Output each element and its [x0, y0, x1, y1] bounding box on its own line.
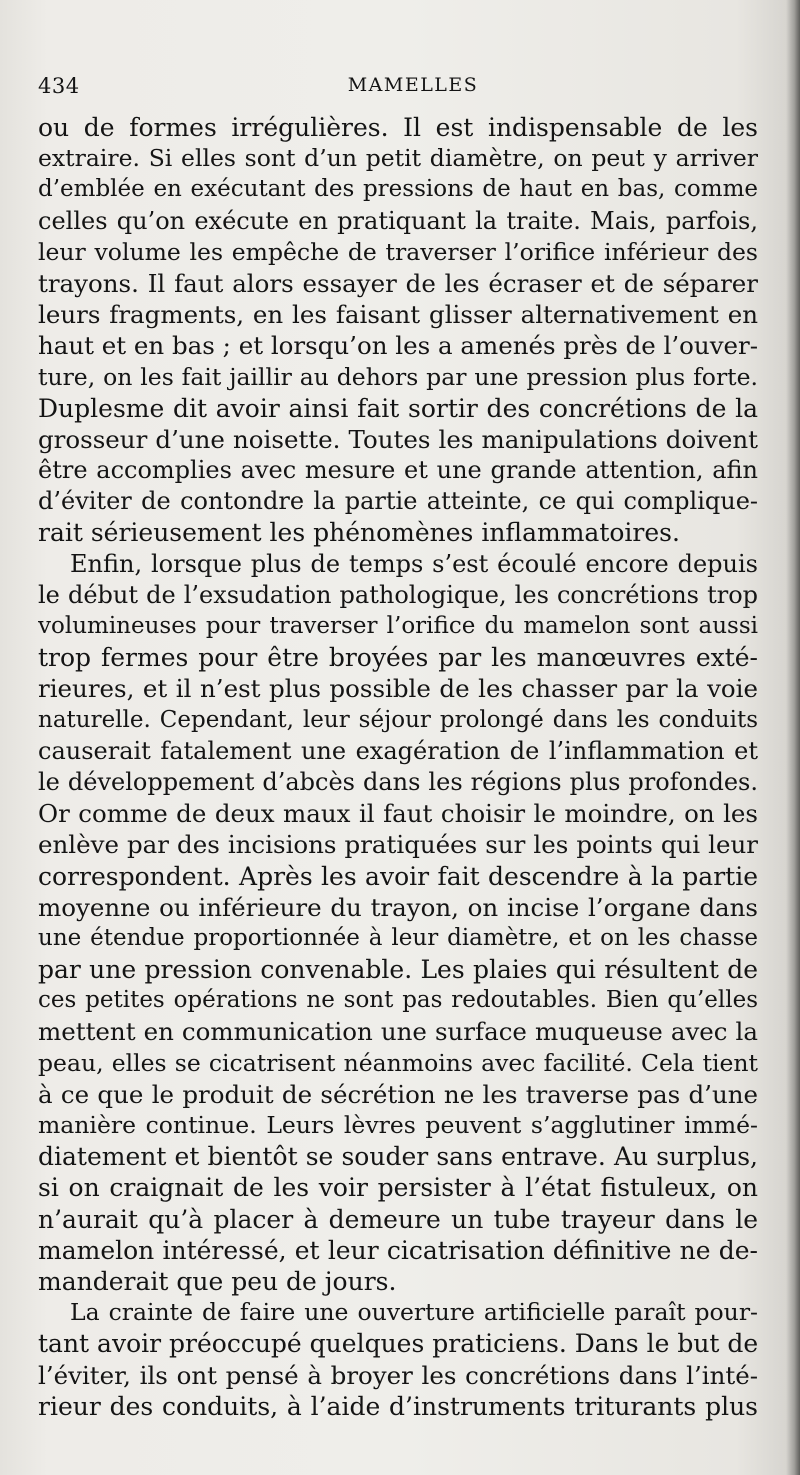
- text-line: le développement d’abcès dans les régions plus profondes.: [38, 767, 758, 796]
- text-line: rieur des conduits, à l’aide d’instruments triturants plus: [38, 1391, 758, 1421]
- page-header: [38, 72, 758, 102]
- text-line: volumineuses pour traverser l’orifice du mamelon sont aussi: [38, 613, 758, 639]
- text-line: ou de formes irrégulières. Il est indispensable de les: [38, 113, 758, 142]
- text-line: enlève par des incisions pratiquées sur les points qui leur: [38, 830, 758, 860]
- text-line: d’éviter de contondre la partie atteinte, ce qui complique-: [38, 487, 758, 516]
- text-line: rait sérieusement les phénomènes inflammatoires.: [38, 518, 680, 548]
- text-line: trayons. Il faut alors essayer de les écraser et de séparer: [38, 268, 758, 298]
- text-line: à ce que le produit de sécrétion ne les traverse pas d’une: [38, 1079, 758, 1109]
- running-title: MAMELLES: [347, 74, 479, 96]
- paragraph-first-line: Enfin, lorsque plus de temps s’est écoulé encore depuis: [70, 549, 758, 578]
- text-line: moyenne ou inférieure du trayon, on incise l’organe dans: [38, 892, 758, 922]
- text-line: mamelon intéressé, et leur cicatrisation définitive ne de-: [38, 1235, 758, 1265]
- text-line: Or comme de deux maux il faut choisir le moindre, on les: [38, 799, 758, 829]
- page-edge-shadow: [786, 0, 800, 1475]
- text-line: mettent en communication une surface muqueuse avec la: [38, 1017, 758, 1047]
- text-line: ces petites opérations ne sont pas redoutables. Bien qu’elles: [38, 987, 758, 1014]
- text-line: diatement et bientôt se souder sans entrave. Au surplus,: [38, 1142, 758, 1172]
- text-line: leur volume les empêche de traverser l’orifice inférieur des: [38, 237, 758, 266]
- text-line: extraire. Si elles sont d’un petit diamètre, on peut y arriver: [38, 144, 758, 173]
- text-line: le début de l’exsudation pathologique, les concrétions trop: [38, 580, 758, 609]
- text-line: l’éviter, ils ont pensé à broyer les concrétions dans l’inté-: [38, 1360, 758, 1390]
- text-line: peau, elles se cicatrisent néanmoins avec facilité. Cela tient: [38, 1048, 758, 1077]
- text-line: naturelle. Cependant, leur séjour prolongé dans les conduits: [38, 706, 758, 733]
- paragraph-first-line: La crainte de faire une ouverture artificielle paraît pour-: [70, 1298, 758, 1327]
- text-line: tant avoir préoccupé quelques praticiens. Dans le but de: [38, 1329, 758, 1359]
- text-line: d’emblée en exécutant des pressions de haut en bas, comme: [38, 176, 758, 203]
- text-line: être accomplies avec mesure et une grande attention, afin: [38, 456, 758, 485]
- text-line: Duplesme dit avoir ainsi fait sortir des concrétions de la: [38, 393, 758, 423]
- text-line: par une pression convenable. Les plaies qui résultent de: [38, 955, 758, 985]
- text-line: n’aurait qu’à placer à demeure un tube trayeur dans le: [38, 1204, 758, 1234]
- text-line: si on craignait de les voir persister à l’état fistuleux, on: [38, 1173, 758, 1203]
- text-line: rieures, et il n’est plus possible de les chasser par la voie: [38, 674, 758, 704]
- text-line: celles qu’on exécute en pratiquant la traite. Mais, parfois,: [38, 206, 758, 235]
- body-text: [38, 112, 758, 1422]
- text-line: haut et en bas ; et lorsqu’on les a amenés près de l’ouver-: [38, 331, 758, 361]
- text-line: une étendue proportionnée à leur diamètre, et on les chasse: [38, 924, 758, 951]
- text-line: trop fermes pour être broyées par les manœuvres exté-: [38, 643, 758, 673]
- text-line: ture, on les fait jaillir au dehors par une pression plus forte.: [38, 362, 758, 391]
- text-line: manière continue. Leurs lèvres peuvent s’agglutiner immé-: [38, 1111, 758, 1139]
- text-line: leurs fragments, en les faisant glisser alternativement en: [38, 300, 758, 330]
- text-line: grosseur d’une noisette. Toutes les manipulations doivent: [38, 424, 758, 454]
- text-line: correspondent. Après les avoir fait descendre à la partie: [38, 861, 758, 891]
- text-line: causerait fatalement une exagération de l’inflammation et: [38, 736, 758, 765]
- page-number: 434: [38, 74, 80, 98]
- text-line: manderait que peu de jours.: [38, 1266, 397, 1296]
